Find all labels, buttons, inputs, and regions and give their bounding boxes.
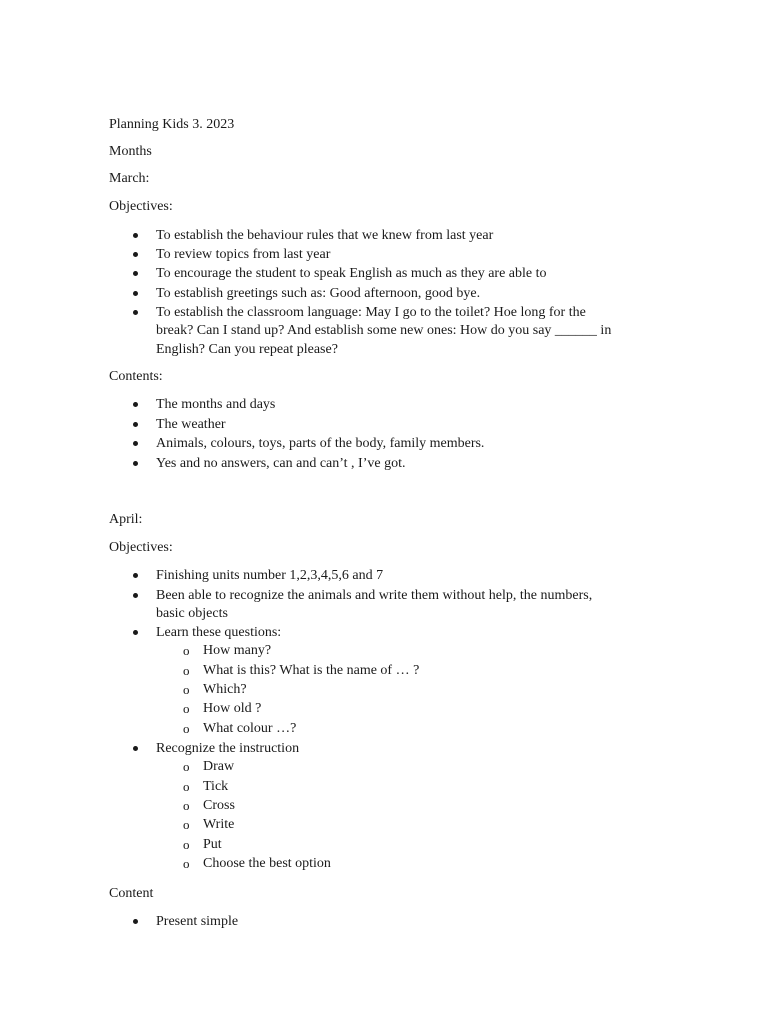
bullet-icon (133, 593, 138, 598)
circle-bullet-icon: o (183, 663, 190, 678)
months-label: Months (109, 144, 152, 159)
april-heading: April: (109, 512, 143, 527)
sub-list-item: o What is this? What is the name of … ? (183, 663, 420, 678)
bullet-icon (133, 233, 138, 238)
march-heading: March: (109, 171, 150, 186)
circle-bullet-icon: o (183, 701, 190, 716)
circle-bullet-icon: o (183, 643, 190, 658)
list-item: Finishing units number 1,2,3,4,5,6 and 7 (133, 566, 653, 585)
sub-list-item: o Draw (183, 759, 235, 774)
list-item: Present simple (133, 912, 653, 931)
circle-bullet-icon: o (183, 682, 190, 697)
list-item: Learn these questions: (133, 623, 653, 642)
list-item: Yes and no answers, can and can’t , I’ve got. (133, 454, 653, 473)
april-objectives-label: Objectives: (109, 540, 173, 555)
list-item: The months and days (133, 395, 653, 414)
list-item-continuation: break? Can I stand up? And establish some new ones: How do you say ______ in (156, 323, 612, 338)
list-item-continuation: basic objects (156, 606, 228, 621)
bullet-icon (133, 461, 138, 466)
sub-list-item: o Tick (183, 779, 229, 794)
bullet-icon (133, 310, 138, 315)
circle-bullet-icon: o (183, 779, 190, 794)
list-item: The weather (133, 415, 653, 434)
march-objectives-label: Objectives: (109, 199, 173, 214)
bullet-icon (133, 630, 138, 635)
circle-bullet-icon: o (183, 856, 190, 871)
march-contents-label: Contents: (109, 369, 163, 384)
list-item: To review topics from last year (133, 245, 653, 264)
bullet-icon (133, 422, 138, 427)
sub-list-item: o Cross (183, 798, 235, 813)
circle-bullet-icon: o (183, 798, 190, 813)
list-item: To establish the classroom language: May I go to the toilet? Hoe long for the (133, 303, 653, 322)
list-item: Animals, colours, toys, parts of the body, family members. (133, 434, 653, 453)
april-content-label: Content (109, 886, 154, 901)
circle-bullet-icon: o (183, 721, 190, 736)
bullet-icon (133, 441, 138, 446)
sub-list-item: o Write (183, 817, 235, 832)
bullet-icon (133, 402, 138, 407)
bullet-icon (133, 252, 138, 257)
document-title: Planning Kids 3. 2023 (109, 117, 235, 132)
sub-list-item: o Which? (183, 682, 247, 697)
bullet-icon (133, 746, 138, 751)
circle-bullet-icon: o (183, 817, 190, 832)
bullet-icon (133, 291, 138, 296)
bullet-icon (133, 271, 138, 276)
circle-bullet-icon: o (183, 759, 190, 774)
list-item: Recognize the instruction (133, 739, 653, 758)
sub-list-item: o How many? (183, 643, 272, 658)
bullet-icon (133, 919, 138, 924)
sub-list-item: o What colour …? (183, 721, 297, 736)
list-item: Been able to recognize the animals and write them without help, the numbers, (133, 586, 653, 605)
bullet-icon (133, 573, 138, 578)
sub-list-item: o Put (183, 837, 222, 852)
sub-list-item: o Choose the best option (183, 856, 331, 871)
list-item: To establish greetings such as: Good afternoon, good bye. (133, 284, 653, 303)
list-item-continuation: English? Can you repeat please? (156, 342, 338, 357)
circle-bullet-icon: o (183, 837, 190, 852)
sub-list-item: o How old ? (183, 701, 262, 716)
list-item: To encourage the student to speak English as much as they are able to (133, 264, 653, 283)
list-item: To establish the behaviour rules that we knew from last year (133, 226, 653, 245)
